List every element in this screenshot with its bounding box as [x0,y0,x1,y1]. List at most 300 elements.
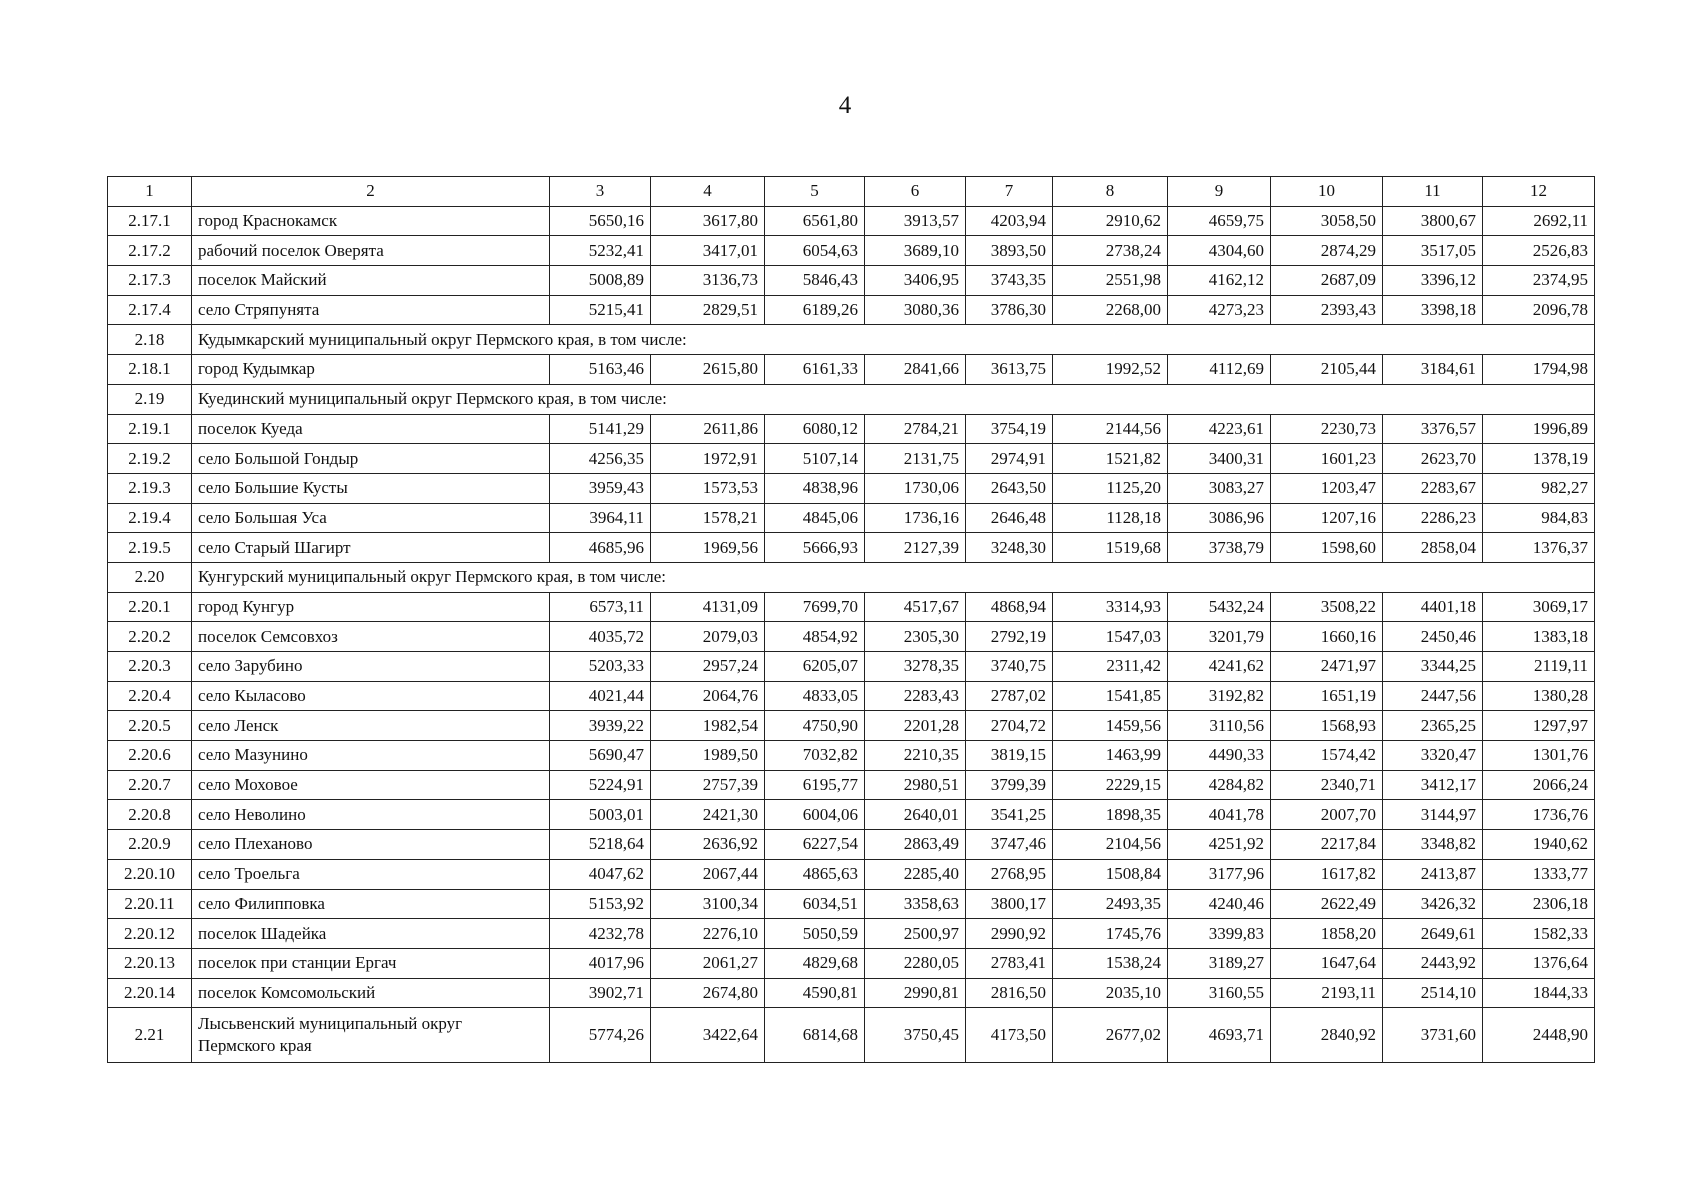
value-cell: 1301,76 [1483,741,1595,771]
value-cell: 6080,12 [765,414,865,444]
table-row [108,770,1595,800]
value-cell: 2285,40 [865,859,966,889]
value-cell: 2841,66 [865,355,966,385]
value-cell: 3177,96 [1168,859,1271,889]
row-name: село Зарубино [192,652,550,682]
row-code: 2.17.4 [108,295,192,325]
value-cell: 1203,47 [1271,473,1383,503]
value-cell: 1992,52 [1053,355,1168,385]
value-cell: 1376,64 [1483,948,1595,978]
value-cell: 1383,18 [1483,622,1595,652]
value-cell: 1617,82 [1271,859,1383,889]
value-cell: 3800,17 [966,889,1053,919]
row-code: 2.20 [108,562,192,592]
value-cell: 2649,61 [1383,919,1483,949]
value-cell: 2421,30 [651,800,765,830]
value-cell: 2127,39 [865,533,966,563]
value-cell: 2064,76 [651,681,765,711]
value-cell: 2990,92 [966,919,1053,949]
value-cell: 1378,19 [1483,444,1595,474]
table-row [108,1008,1595,1063]
value-cell: 3902,71 [550,978,651,1008]
value-cell: 3508,22 [1271,592,1383,622]
value-cell: 4868,94 [966,592,1053,622]
table-row [108,266,1595,296]
value-cell: 3110,56 [1168,711,1271,741]
value-cell: 3344,25 [1383,652,1483,682]
table-row [108,444,1595,474]
value-cell: 4203,94 [966,206,1053,236]
row-name: поселок при станции Ергач [192,948,550,978]
value-cell: 5215,41 [550,295,651,325]
row-code: 2.20.11 [108,889,192,919]
table-row [108,295,1595,325]
value-cell: 3376,57 [1383,414,1483,444]
header-cell: 5 [765,177,865,207]
value-cell: 1969,56 [651,533,765,563]
value-cell: 2144,56 [1053,414,1168,444]
section-row [108,325,1595,355]
value-cell: 3613,75 [966,355,1053,385]
value-cell: 2674,80 [651,978,765,1008]
value-cell: 4284,82 [1168,770,1271,800]
value-cell: 2615,80 [651,355,765,385]
value-cell: 3964,11 [550,503,651,533]
value-cell: 3136,73 [651,266,765,296]
value-cell: 3750,45 [865,1008,966,1063]
value-cell: 2526,83 [1483,236,1595,266]
value-cell: 3083,27 [1168,473,1271,503]
row-code: 2.18 [108,325,192,355]
section-row [108,384,1595,414]
row-name: село Кыласово [192,681,550,711]
value-cell: 2910,62 [1053,206,1168,236]
row-code: 2.19.3 [108,473,192,503]
value-cell: 4750,90 [765,711,865,741]
value-cell: 3417,01 [651,236,765,266]
value-cell: 2493,35 [1053,889,1168,919]
row-code: 2.20.7 [108,770,192,800]
value-cell: 2079,03 [651,622,765,652]
value-cell: 3201,79 [1168,622,1271,652]
header-cell: 6 [865,177,966,207]
row-name: поселок Комсомольский [192,978,550,1008]
value-cell: 5141,29 [550,414,651,444]
value-cell: 2413,87 [1383,859,1483,889]
row-name: поселок Майский [192,266,550,296]
value-cell: 4173,50 [966,1008,1053,1063]
row-name: село Большие Кусты [192,473,550,503]
row-name: город Кудымкар [192,355,550,385]
value-cell: 3740,75 [966,652,1053,682]
row-name: поселок Шадейка [192,919,550,949]
value-cell: 2677,02 [1053,1008,1168,1063]
value-cell: 6004,06 [765,800,865,830]
header-cell: 4 [651,177,765,207]
value-cell: 2980,51 [865,770,966,800]
value-cell: 2448,90 [1483,1008,1595,1063]
value-cell: 4659,75 [1168,206,1271,236]
value-cell: 3348,82 [1383,830,1483,860]
header-cell: 11 [1383,177,1483,207]
row-code: 2.20.12 [108,919,192,949]
row-code: 2.20.6 [108,741,192,771]
value-cell: 3799,39 [966,770,1053,800]
value-cell: 2692,11 [1483,206,1595,236]
header-cell: 7 [966,177,1053,207]
value-cell: 3913,57 [865,206,966,236]
value-cell: 5003,01 [550,800,651,830]
table-row [108,533,1595,563]
value-cell: 4251,92 [1168,830,1271,860]
header-cell: 1 [108,177,192,207]
table-row [108,414,1595,444]
value-cell: 5774,26 [550,1008,651,1063]
value-cell: 2119,11 [1483,652,1595,682]
value-cell: 1660,16 [1271,622,1383,652]
row-name: Куединский муниципальный округ Пермского края, в том числе: [192,384,550,414]
value-cell: 1730,06 [865,473,966,503]
value-cell: 4240,46 [1168,889,1271,919]
value-cell: 2646,48 [966,503,1053,533]
value-cell: 2974,91 [966,444,1053,474]
value-cell: 3541,25 [966,800,1053,830]
value-cell: 1508,84 [1053,859,1168,889]
value-cell: 2201,28 [865,711,966,741]
value-cell: 3738,79 [1168,533,1271,563]
value-cell: 3747,46 [966,830,1053,860]
value-cell: 2443,92 [1383,948,1483,978]
value-cell: 3398,18 [1383,295,1483,325]
value-cell: 2687,09 [1271,266,1383,296]
value-cell: 3754,19 [966,414,1053,444]
table-row [108,236,1595,266]
value-cell: 3731,60 [1383,1008,1483,1063]
row-code: 2.19.2 [108,444,192,474]
value-cell: 4833,05 [765,681,865,711]
value-cell: 3399,83 [1168,919,1271,949]
value-cell: 4685,96 [550,533,651,563]
value-cell: 3617,80 [651,206,765,236]
table-row [108,681,1595,711]
value-cell: 1972,91 [651,444,765,474]
value-cell: 6573,11 [550,592,651,622]
value-cell: 3189,27 [1168,948,1271,978]
row-code: 2.19.5 [108,533,192,563]
value-cell: 4838,96 [765,473,865,503]
value-cell: 4693,71 [1168,1008,1271,1063]
value-cell: 3893,50 [966,236,1053,266]
value-cell: 2611,86 [651,414,765,444]
row-code: 2.20.9 [108,830,192,860]
value-cell: 2704,72 [966,711,1053,741]
row-name: поселок Семсовхоз [192,622,550,652]
header-row [108,177,1595,207]
value-cell: 3800,67 [1383,206,1483,236]
value-cell: 2193,11 [1271,978,1383,1008]
value-cell: 2816,50 [966,978,1053,1008]
value-cell: 4162,12 [1168,266,1271,296]
value-cell: 6561,80 [765,206,865,236]
value-cell: 1297,97 [1483,711,1595,741]
value-cell: 5650,16 [550,206,651,236]
table-row [108,206,1595,236]
value-cell: 5690,47 [550,741,651,771]
value-cell: 1794,98 [1483,355,1595,385]
value-cell: 2066,24 [1483,770,1595,800]
value-cell: 5224,91 [550,770,651,800]
value-cell: 3086,96 [1168,503,1271,533]
value-cell: 3248,30 [966,533,1053,563]
value-cell: 3422,64 [651,1008,765,1063]
row-name: Кудымкарский муниципальный округ Пермского края, в том числе: [192,325,550,355]
row-name: село Троельга [192,859,550,889]
value-cell: 3069,17 [1483,592,1595,622]
value-cell: 3426,32 [1383,889,1483,919]
value-cell: 6195,77 [765,770,865,800]
table-row [108,592,1595,622]
row-code: 2.19 [108,384,192,414]
value-cell: 2768,95 [966,859,1053,889]
value-cell: 1651,19 [1271,681,1383,711]
row-code: 2.20.14 [108,978,192,1008]
value-cell: 3743,35 [966,266,1053,296]
row-name: село Филипповка [192,889,550,919]
value-cell: 5666,93 [765,533,865,563]
row-name: село Ленск [192,711,550,741]
row-name: село Старый Шагирт [192,533,550,563]
value-cell: 2217,84 [1271,830,1383,860]
value-cell: 7032,82 [765,741,865,771]
value-cell: 2623,70 [1383,444,1483,474]
table-row [108,355,1595,385]
row-name: Кунгурский муниципальный округ Пермского края, в том числе: [192,562,550,592]
value-cell: 2471,97 [1271,652,1383,682]
value-cell: 4047,62 [550,859,651,889]
value-cell: 3517,05 [1383,236,1483,266]
value-cell: 1940,62 [1483,830,1595,860]
table-row [108,652,1595,682]
value-cell: 2365,25 [1383,711,1483,741]
header-cell: 10 [1271,177,1383,207]
row-name: рабочий поселок Оверята [192,236,550,266]
value-cell: 2874,29 [1271,236,1383,266]
value-cell: 2990,81 [865,978,966,1008]
value-cell: 2863,49 [865,830,966,860]
value-cell: 1736,76 [1483,800,1595,830]
value-cell: 5232,41 [550,236,651,266]
value-cell: 1736,16 [865,503,966,533]
row-code: 2.20.8 [108,800,192,830]
value-cell: 3314,93 [1053,592,1168,622]
table-row [108,473,1595,503]
value-cell: 2858,04 [1383,533,1483,563]
value-cell: 2783,41 [966,948,1053,978]
value-cell: 4232,78 [550,919,651,949]
table-row [108,978,1595,1008]
value-cell: 1333,77 [1483,859,1595,889]
row-code: 2.20.2 [108,622,192,652]
value-cell: 6227,54 [765,830,865,860]
row-name: село Стряпунята [192,295,550,325]
value-cell: 2643,50 [966,473,1053,503]
row-name: Лысьвенский муниципальный округ Пермского края [192,1008,550,1063]
value-cell: 4517,67 [865,592,966,622]
value-cell: 2636,92 [651,830,765,860]
value-cell: 4845,06 [765,503,865,533]
value-cell: 2738,24 [1053,236,1168,266]
value-cell: 2829,51 [651,295,765,325]
value-cell: 1745,76 [1053,919,1168,949]
value-cell: 4854,92 [765,622,865,652]
value-cell: 3939,22 [550,711,651,741]
value-cell: 2276,10 [651,919,765,949]
value-cell: 2286,23 [1383,503,1483,533]
row-code: 2.19.4 [108,503,192,533]
value-cell: 1982,54 [651,711,765,741]
value-cell: 3396,12 [1383,266,1483,296]
value-cell: 2061,27 [651,948,765,978]
row-code: 2.17.1 [108,206,192,236]
value-cell: 1598,60 [1271,533,1383,563]
row-name: село Моховое [192,770,550,800]
value-cell: 3406,95 [865,266,966,296]
value-cell: 3192,82 [1168,681,1271,711]
value-cell: 2757,39 [651,770,765,800]
value-cell: 2840,92 [1271,1008,1383,1063]
value-cell: 982,27 [1483,473,1595,503]
value-cell: 4829,68 [765,948,865,978]
value-cell: 3959,43 [550,473,651,503]
value-cell: 2311,42 [1053,652,1168,682]
value-cell: 1578,21 [651,503,765,533]
row-name: село Плеханово [192,830,550,860]
value-cell: 5153,92 [550,889,651,919]
value-cell: 4035,72 [550,622,651,652]
row-name: город Краснокамск [192,206,550,236]
section-spacer [550,325,1595,355]
section-row [108,562,1595,592]
value-cell: 2210,35 [865,741,966,771]
row-name: село Большой Гондыр [192,444,550,474]
value-cell: 2447,56 [1383,681,1483,711]
value-cell: 1568,93 [1271,711,1383,741]
table-row [108,859,1595,889]
value-cell: 4401,18 [1383,592,1483,622]
value-cell: 2035,10 [1053,978,1168,1008]
value-cell: 2792,19 [966,622,1053,652]
value-cell: 1573,53 [651,473,765,503]
value-cell: 3689,10 [865,236,966,266]
value-cell: 5163,46 [550,355,651,385]
value-cell: 1574,42 [1271,741,1383,771]
value-cell: 1898,35 [1053,800,1168,830]
value-cell: 4223,61 [1168,414,1271,444]
value-cell: 3058,50 [1271,206,1383,236]
value-cell: 3786,30 [966,295,1053,325]
value-cell: 1376,37 [1483,533,1595,563]
value-cell: 2450,46 [1383,622,1483,652]
value-cell: 5107,14 [765,444,865,474]
row-code: 2.20.13 [108,948,192,978]
value-cell: 4865,63 [765,859,865,889]
value-cell: 5846,43 [765,266,865,296]
value-cell: 3144,97 [1383,800,1483,830]
value-cell: 1601,23 [1271,444,1383,474]
value-cell: 5050,59 [765,919,865,949]
row-name: село Большая Уса [192,503,550,533]
section-spacer [550,562,1595,592]
value-cell: 2230,73 [1271,414,1383,444]
page-number: 4 [838,92,852,119]
value-cell: 4112,69 [1168,355,1271,385]
value-cell: 2784,21 [865,414,966,444]
value-cell: 6814,68 [765,1008,865,1063]
value-cell: 2007,70 [1271,800,1383,830]
value-cell: 3819,15 [966,741,1053,771]
value-cell: 2268,00 [1053,295,1168,325]
table-body [108,177,1595,1063]
value-cell: 4490,33 [1168,741,1271,771]
value-cell: 7699,70 [765,592,865,622]
value-cell: 2280,05 [865,948,966,978]
value-cell: 1647,64 [1271,948,1383,978]
row-name: село Неволино [192,800,550,830]
value-cell: 1996,89 [1483,414,1595,444]
value-cell: 5218,64 [550,830,651,860]
table-row [108,830,1595,860]
value-cell: 1844,33 [1483,978,1595,1008]
row-code: 2.20.5 [108,711,192,741]
value-cell: 1547,03 [1053,622,1168,652]
table-row [108,711,1595,741]
value-cell: 2340,71 [1271,770,1383,800]
value-cell: 6205,07 [765,652,865,682]
value-cell: 2229,15 [1053,770,1168,800]
value-cell: 2096,78 [1483,295,1595,325]
value-cell: 2374,95 [1483,266,1595,296]
value-cell: 2105,44 [1271,355,1383,385]
table-row [108,948,1595,978]
value-cell: 2787,02 [966,681,1053,711]
row-name: город Кунгур [192,592,550,622]
value-cell: 3358,63 [865,889,966,919]
value-cell: 4256,35 [550,444,651,474]
value-cell: 3080,36 [865,295,966,325]
value-cell: 2393,43 [1271,295,1383,325]
row-name: село Мазунино [192,741,550,771]
value-cell: 5203,33 [550,652,651,682]
table-row [108,741,1595,771]
value-cell: 4017,96 [550,948,651,978]
row-code: 2.20.1 [108,592,192,622]
value-cell: 1519,68 [1053,533,1168,563]
value-cell: 1128,18 [1053,503,1168,533]
value-cell: 2622,49 [1271,889,1383,919]
header-cell: 3 [550,177,651,207]
section-spacer [550,384,1595,414]
header-cell: 12 [1483,177,1595,207]
value-cell: 4590,81 [765,978,865,1008]
value-cell: 1989,50 [651,741,765,771]
header-cell: 2 [192,177,550,207]
value-cell: 1541,85 [1053,681,1168,711]
value-cell: 5432,24 [1168,592,1271,622]
row-code: 2.17.3 [108,266,192,296]
value-cell: 3184,61 [1383,355,1483,385]
value-cell: 6034,51 [765,889,865,919]
value-cell: 2500,97 [865,919,966,949]
